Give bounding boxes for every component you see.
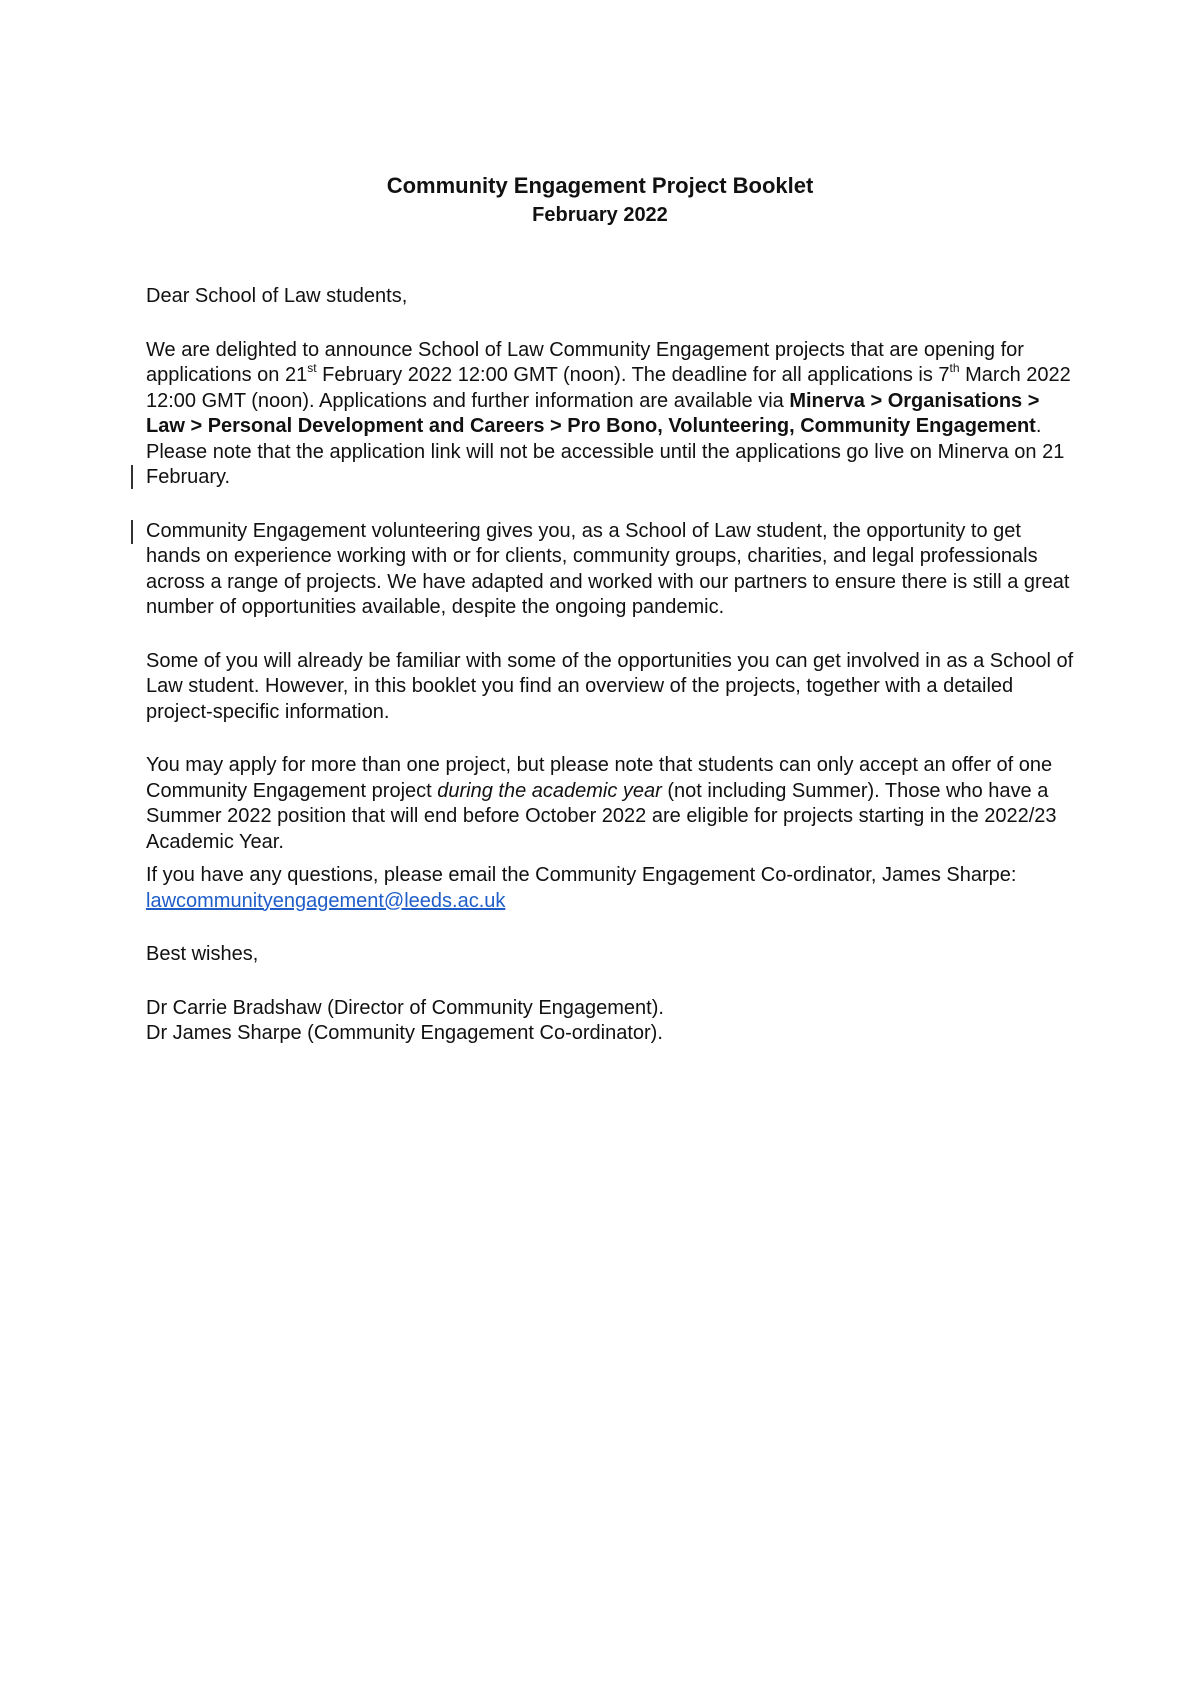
title-block: [0, 172, 1200, 230]
text: . Please note that the application link will not be accessible until the applications go live on Minerva on 21 February.: [146, 415, 1065, 488]
email-link[interactable]: lawcommunityengagement@leeds.ac.uk: [146, 889, 506, 912]
text: March 2022 12:00 GMT (noon). Applications and further information are available via: [146, 364, 1071, 412]
revision-bar: [131, 520, 133, 544]
letter-body: [146, 284, 1076, 1047]
text: If you have any questions, please email the Community Engagement Co-ordinator, James Sharpe:: [146, 864, 1017, 886]
paragraph-contact: [146, 863, 1076, 914]
ordinal-suffix: th: [949, 361, 960, 376]
text: (not including Summer). Those who have a Summer 2022 position that will end before October 2022 are eligible for projects starting in the 2022/23 Academic Year.: [146, 779, 1057, 853]
text: February 2022 12:00 GMT (noon). The deadline for all applications is 7: [316, 364, 950, 386]
signature-coordinator: Dr James Sharpe (Community Engagement Co-ordinator).: [146, 1022, 663, 1044]
paragraph-volunteering: Community Engagement volunteering gives you, as a School of Law student, the opportunity to get hands on experience working with or for clients, community groups, charities, and legal professionals across a range of projects. We have adapted and worked with our partners to ensure there is still a great number of opportunities available, despite the ongoing pandemic.: [146, 519, 1070, 618]
paragraph-applications: [146, 338, 1076, 491]
document-date: February 2022: [532, 204, 668, 226]
ordinal-suffix: st: [307, 361, 317, 376]
text: You may apply for more than one project, but please note that students can only accept an offer of one Community Engagement project: [146, 754, 1053, 802]
paragraph-eligibility: [146, 753, 1076, 855]
signature-director: Dr Carrie Bradshaw (Director of Community Engagement).: [146, 996, 664, 1019]
greeting: Dear School of Law students,: [146, 285, 408, 307]
navigation-path: Minerva > Organisations > Law > Personal Development and Careers > Pro Bono, Volunteering, Community Engagement: [146, 389, 1040, 437]
revision-bar: [131, 465, 133, 489]
emphasis: during the academic year: [437, 779, 662, 802]
paragraph-overview: Some of you will already be familiar with some of the opportunities you can get involved in as a School of Law student. However, in this booklet you find an overview of the projects, together with a detailed project-specific information.: [146, 649, 1074, 723]
document-title: Community Engagement Project Booklet: [386, 173, 814, 198]
closing: Best wishes,: [146, 943, 259, 965]
text: We are delighted to announce School of Law Community Engagement projects that are opening for applications on 21: [146, 338, 1024, 386]
